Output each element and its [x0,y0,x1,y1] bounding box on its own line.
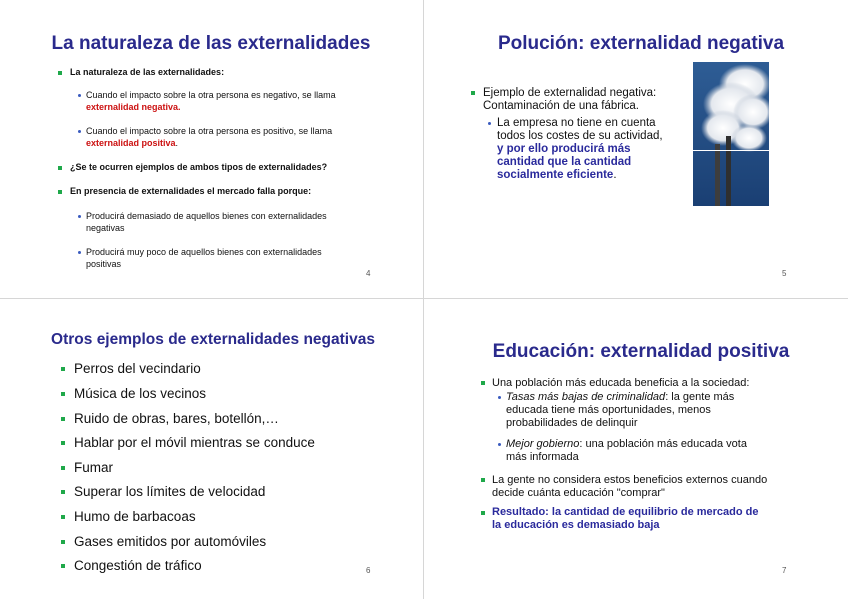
sub-bullet-line [506,438,747,451]
list-item: Hablar por el móvil mientras se conduce [74,435,315,450]
bullet-marker [61,367,65,371]
bullet-marker [58,71,62,75]
bullet-marker [481,511,485,515]
italic-text: Tasas más bajas de criminalidad [506,391,666,403]
slide-7 [425,300,847,597]
sub-bullet-marker [498,443,501,446]
sub-bullet-text: : la gente más [665,391,735,403]
list-item: Humo de barbacoas [74,509,196,524]
sub-bullet-marker [78,94,81,97]
bullet-text: La gente no considera estos beneficios externos cuando [492,474,768,486]
sub-bullet-text: probabilidades de delinquir [506,417,638,429]
sub-bullet-text: todos los costes de su actividad, [497,130,663,142]
page-number: 7 [782,566,787,575]
italic-text: Mejor gobierno [506,438,580,450]
sub-bullet-text: Cuando el impacto sobre la otra persona es negativo, se llama [86,90,336,100]
punctuation: . [613,169,617,181]
page-number: 4 [366,269,371,278]
highlight-text: cantidad que la cantidad [497,156,632,168]
highlight-text: Resultado: la cantidad de equilibrio de mercado de [492,506,759,518]
slide-title: La naturaleza de las externalidades [51,33,371,54]
list-item: Fumar [74,460,114,475]
bullet-text: Contaminación de una fábrica. [483,100,639,112]
highlight-text: externalidad positiva [86,138,176,148]
punctuation: . [175,138,179,148]
bullet-marker [481,381,485,385]
bullet-text: Una población más educada beneficia a la sociedad: [492,377,750,389]
sub-bullet-line [86,138,178,149]
bullet-marker [61,392,65,396]
sub-bullet-text: educada tiene más oportunidades, menos [506,404,711,416]
vertical-divider [423,0,424,599]
bullet-marker [58,166,62,170]
page-number: 6 [366,566,371,575]
factory-smoke-photo [693,62,769,206]
bullet-marker [61,490,65,494]
bullet-marker [61,466,65,470]
sub-bullet-text: La empresa no tiene en cuenta [497,117,656,129]
sub-bullet-marker [78,251,81,254]
sub-bullet-line [506,391,734,404]
bullet-marker [61,540,65,544]
slide-5 [425,0,847,297]
slide-6 [0,300,422,597]
highlight-text: socialmente eficiente [497,169,614,181]
bullet-marker [471,91,475,95]
bullet-marker [481,478,485,482]
sub-bullet-marker [78,130,81,133]
sub-bullet-marker [78,215,81,218]
bullet-text: decide cuánta educación "comprar" [492,487,665,499]
sub-bullet-text: más informada [506,451,579,463]
sub-bullet-text: negativas [86,223,125,233]
bullet-marker [61,417,65,421]
sub-bullet-line [497,169,617,182]
slide-title: Polución: externalidad negativa [497,33,785,54]
sub-bullet-text: : una población más educada vota [579,438,747,450]
highlight-text: la educación es demasiado baja [492,519,660,531]
list-item: Perros del vecindario [74,361,201,376]
highlight-text: externalidad negativa. [86,102,181,112]
sub-bullet-text: Cuando el impacto sobre la otra persona es positivo, se llama [86,126,333,136]
page-number: 5 [782,269,787,278]
list-item: Ruido de obras, bares, botellón,… [74,411,279,426]
list-item: Gases emitidos por automóviles [74,534,267,549]
bullet-text: ¿Se te ocurren ejemplos de ambos tipos de externalidades? [70,162,328,172]
list-item: Superar los límites de velocidad [74,484,266,499]
bullet-text: La naturaleza de las externalidades: [70,67,225,77]
sub-bullet-text: positivas [86,259,122,269]
bullet-marker [61,515,65,519]
highlight-text: y por ello producirá más [497,143,631,155]
sub-bullet-marker [488,122,491,125]
sub-bullet-marker [498,396,501,399]
list-item: Música de los vecinos [74,386,207,401]
bullet-marker [61,441,65,445]
sub-bullet-text: Producirá muy poco de aquellos bienes con externalidades [86,247,322,257]
bullet-text: Ejemplo de externalidad negativa: [483,87,657,99]
slide-4 [0,0,422,297]
bullet-marker [58,190,62,194]
horizontal-divider [0,298,848,299]
bullet-text: En presencia de externalidades el mercado falla porque: [70,186,312,196]
bullet-marker [61,564,65,568]
sub-bullet-text: Producirá demasiado de aquellos bienes con externalidades [86,211,327,221]
list-item: Congestión de tráfico [74,558,202,573]
slide-title: Educación: externalidad positiva [492,341,790,362]
slide-title: Otros ejemplos de externalidades negativas [51,331,375,348]
